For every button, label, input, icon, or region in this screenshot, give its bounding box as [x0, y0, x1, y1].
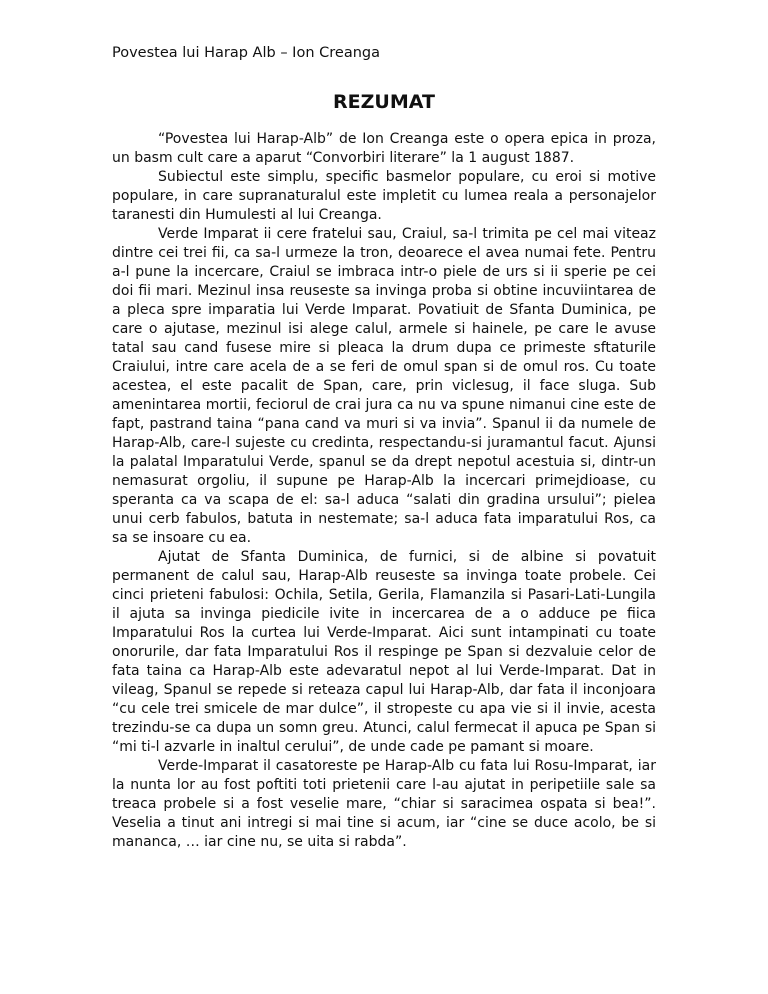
paragraph: “Povestea lui Harap-Alb” de Ion Creanga este o opera epica in proza, un basm cult care a aparut “Convorbiri literare” la 1 august 1887.: [112, 131, 656, 166]
paragraph: Verde Imparat ii cere fratelui sau, Craiul, sa-l trimita pe cel mai viteaz dintre cei trei fii, ca sa-l urmeze la tron, deoarece el avea numai fete. Pentru a-l pune la incercare, Craiul se imbraca intr-o piele de urs si ii sperie pe cei doi fii mari. Mezinul insa reuseste sa invinga proba si obtine incuviintarea de a pleca spre imparatia lui Verde Imparat. Povatiuit de Sfanta Duminica, pe care o ajutase, mezinul isi alege calul, armele si hainele, pe care le avuse tatal sau cand fusese mire si pleaca la drum dupa ce primeste sftaturile Craiului, intre care acela de a se feri de omul span si de omul ros. Cu toate acestea, el este pacalit de Span, care, prin viclesug, il face sluga. Sub amenintarea mortii, feciorul de crai jura ca nu va spune nimanui cine este de fapt, pastrand taina “pana cand va muri si va invia”. Spanul ii da numele de Harap-Alb, care-l sujeste cu credinta, respectandu-si juramantul facut. Ajunsi la palatal Imparatului Verde, spanul se da drept nepotul acestuia si, dintr-un nemasurat orgoliu, il supune pe Harap-Alb la incercari primejdioase, cu speranta ca va scapa de el: sa-l aduca “salati din gradina ursului”; pielea unui cerb fabulos, batuta in nestemate; sa-l aduca fata imparatului Ros, ca sa se insoare cu ea.: [112, 226, 656, 546]
paragraph: Subiectul este simplu, specific basmelor populare, cu eroi si motive populare, in care supranaturalul este impletit cu lumea reala a personajelor taranesti din Humulesti al lui Creanga.: [112, 169, 656, 223]
document-body: [112, 130, 656, 852]
document-title: REZUMAT: [333, 91, 435, 113]
paragraph: Verde-Imparat il casatoreste pe Harap-Alb cu fata lui Rosu-Imparat, iar la nunta lor au fost poftiti toti prietenii care l-au ajutat in peripetiile sale sa treaca probele si a fost veselie mare, “chiar si saracimea ospata si bea!”. Veselia a tinut ani intregi si mai tine si acum, iar “cine se duce acolo, be si mananca, … iar cine nu, se uita si rabda”.: [112, 758, 656, 850]
paragraph: Ajutat de Sfanta Duminica, de furnici, si de albine si povatuit permanent de calul sau, Harap-Alb reuseste sa invinga toate probele. Cei cinci prieteni fabulosi: Ochila, Setila, Gerila, Flamanzila si Pasari-Lati-Lungila il ajuta sa invinga piedicile ivite in incercarea de a o adduce pe fiica Imparatului Ros la curtea lui Verde-Imparat. Aici sunt intampinati cu toate onorurile, dar fata Imparatului Ros il respinge pe Span si dezvaluie celor de fata taina ca Harap-Alb este adevaratul nepot al lui Verde-Imparat. Dat in vileag, Spanul se repede si reteaza capul lui Harap-Alb, dar fata il inconjoara “cu cele trei smicele de mar dulce”, il stropeste cu apa vie si il invie, acesta trezindu-se ca dupa un somn greu. Atunci, calul fermecat il apuca pe Span si “mi ti-l azvarle in inaltul cerului”, de unde cade pe pamant si moare.: [112, 549, 656, 755]
page-header: Povestea lui Harap Alb – Ion Creanga: [112, 45, 380, 61]
